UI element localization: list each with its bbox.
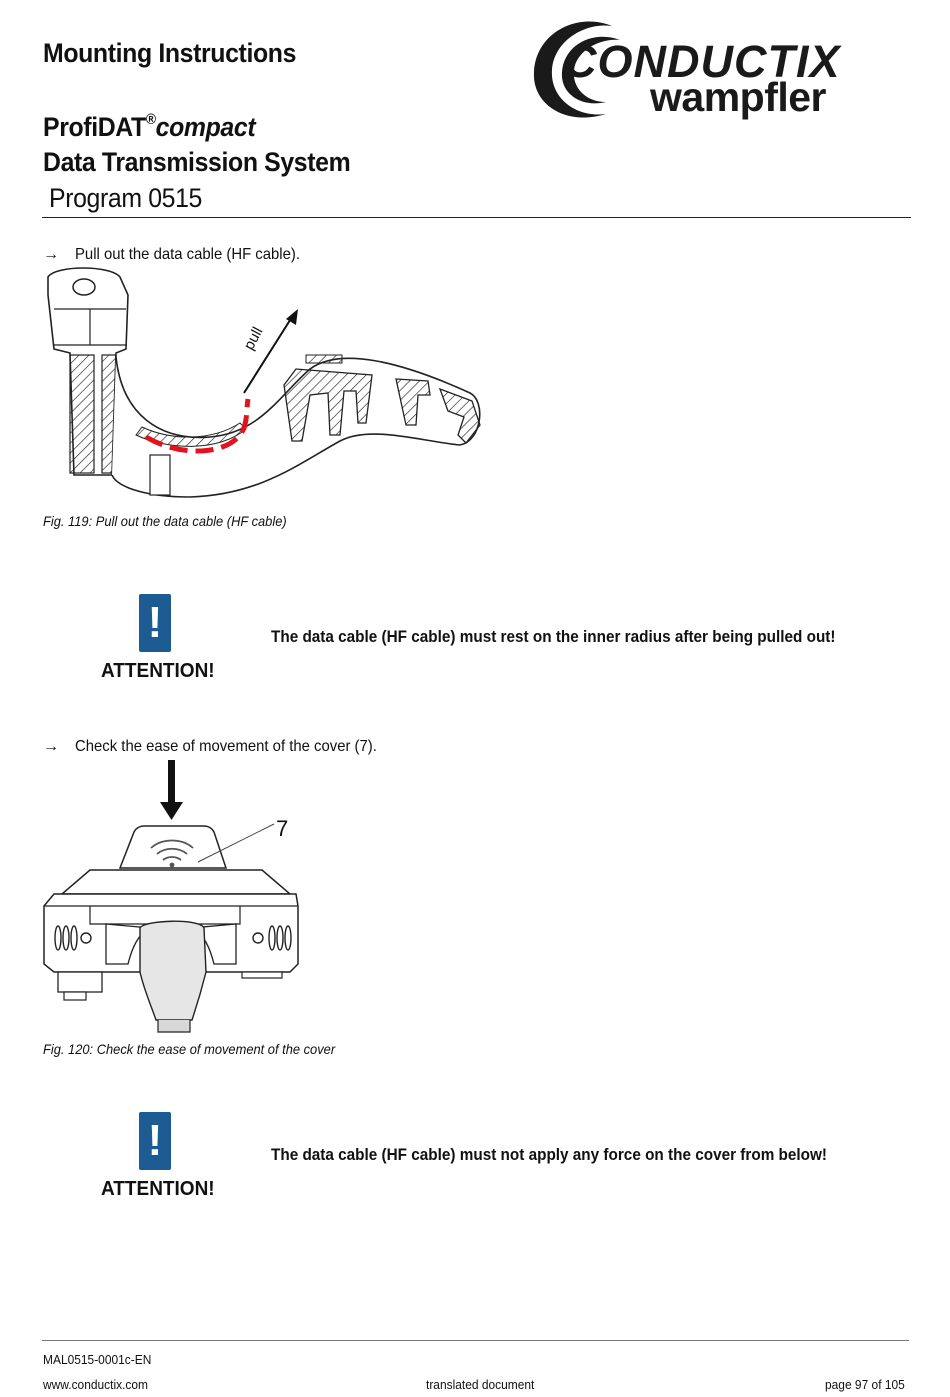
logo-brand-top: CONDUCTIX — [564, 36, 841, 87]
document-title: Mounting Instructions — [43, 38, 297, 68]
step-text: Check the ease of movement of the cover (7). — [75, 738, 377, 755]
product-name: ProfiDAT — [43, 112, 146, 142]
document-id: MAL0515-0001c-EN — [43, 1352, 152, 1367]
figure-cover-check — [40, 758, 310, 1033]
registered-mark: ® — [145, 111, 156, 128]
product-variant: compact — [155, 112, 256, 142]
footer-rule — [42, 1340, 909, 1341]
figure-caption: Fig. 119: Pull out the data cable (HF cable) — [43, 513, 287, 529]
company-website-link[interactable]: www.conductix.com — [43, 1377, 149, 1392]
step-arrow-icon: → — [43, 246, 59, 263]
warning-label: ATTENTION! — [101, 660, 215, 682]
warning-label: ATTENTION! — [101, 1178, 215, 1200]
company-logo — [528, 14, 913, 138]
pull-label: pull — [240, 324, 267, 353]
cover-number-label: 7 — [276, 816, 289, 841]
step-text: Pull out the data cable (HF cable). — [75, 246, 300, 263]
warning-text: The data cable (HF cable) must not apply any force on the cover from below! — [271, 1145, 828, 1164]
logo-brand-bottom: wampfler — [650, 74, 826, 120]
product-subtitle: Data Transmission System — [43, 147, 351, 177]
translation-note: translated document — [426, 1377, 535, 1392]
product-name-line — [43, 111, 255, 143]
header-rule — [42, 217, 911, 218]
warning-exclamation-icon: ! — [139, 1112, 171, 1170]
warning-text: The data cable (HF cable) must rest on the inner radius after being pulled out! — [271, 627, 836, 646]
figure-pull-cable — [40, 265, 490, 510]
step-arrow-icon: → — [43, 738, 59, 755]
figure-caption: Fig. 120: Check the ease of movement of the cover — [43, 1041, 336, 1057]
program-number: Program 0515 — [49, 183, 202, 213]
page-number: page 97 of 105 — [825, 1377, 905, 1392]
warning-exclamation-icon: ! — [139, 594, 171, 652]
